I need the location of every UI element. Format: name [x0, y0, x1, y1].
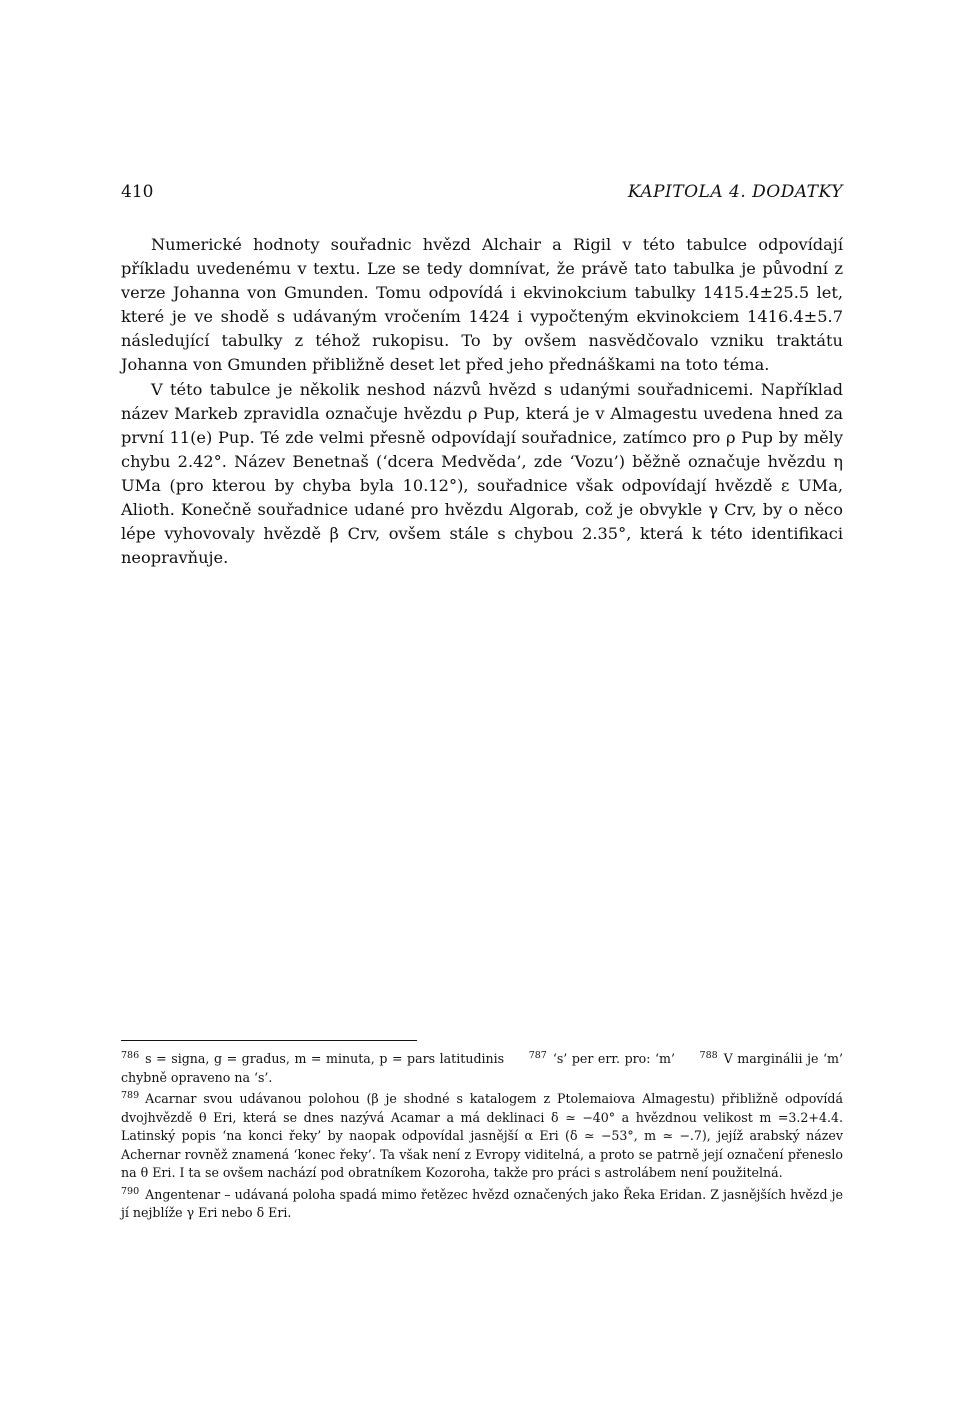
- footnote-number: 786: [121, 1050, 140, 1061]
- paragraph-2: V této tabulce je několik neshod názvů hvězd s udanými souřadnicemi. Například název Markeb zpravidla označuje hvězdu ρ Pup, která je v Almagestu uvedena hned za první 11(e) Pup. Té zde velmi přesně odpovídají souřadnice, zatímco pro ρ Pup by měly chybu 2.42°. Název Benetnaš (‘dcera Medvěda’, zde ‘Vozu’) běžně označuje hvězdu η UMa (pro kterou by chyba byla 10.12°), souřadnice však odpovídají hvězdě ε UMa, Alioth. Konečně souřadnice udané pro hvězdu Algorab, což je obvykle γ Crv, by o něco lépe vyhovovaly hvězdě β Crv, ovšem stále s chybou 2.35°, která k této identifikaci neopravňuje.: [121, 379, 843, 568]
- footnote-number: 788: [699, 1050, 718, 1061]
- paragraph-1: Numerické hodnoty souřadnic hvězd Alchair a Rigil v této tabulce odpovídají příkladu uvedenému v textu. Lze se tedy domnívat, že právě tato tabulka je původní z verze Johanna von Gmunden. Tomu odpovídá i ekvinokcium tabulky 1415.4±25.5 let, které je ve shodě s udávaným vročením 1424 i vypočteným ekvinokciem 1416.4±5.7 následující tabulky z téhož rukopisu. To by ovšem nasvědčovalo vzniku traktátu Johanna von Gmunden přibližně deset let před jeho přednáškami na toto téma.: [121, 235, 843, 375]
- footnote-789: [121, 1087, 843, 1183]
- chapter-title: KAPITOLA 4. DODATKY: [627, 182, 843, 202]
- running-header: [121, 180, 843, 204]
- footnote-number: 787: [528, 1050, 547, 1061]
- main-text: [121, 233, 843, 570]
- footnote-number: 790: [121, 1185, 140, 1197]
- footnote-text: s = signa, g = gradus, m = minuta, p = pars latitudinis: [145, 1051, 505, 1066]
- footnotes: [121, 1047, 843, 1223]
- footnote-text: Angentenar – udávaná poloha spadá mimo řetězec hvězd označených jako Řeka Eridan. Z jasnějších hvězd je jí nejblíže γ Eri nebo δ Eri.: [121, 1186, 843, 1220]
- footnote-separator: [121, 1040, 417, 1041]
- footnote-786-788: [121, 1047, 843, 1087]
- footnote-text: Acarnar svou udávanou polohou (β je shodné s katalogem z Ptolemaiova Almagestu) přibližně odpovídá dvojhvězdě θ Eri, která se dnes nazývá Acamar a má deklinaci δ ≃ −40° a hvězdnou velikost m =3.2+4.4. Latinský popis ‘na konci řeky’ by naopak odpovídal jasnější α Eri (δ ≃ −53°, m ≃ −.7), jejíž arabský název Achernar rovněž znamená ‘konec řeky’. Ta však není z Evropy viditelná, a proto se patrně její označení přeneslo na θ Eri. I ta se ovšem nachází pod obratníkem Kozoroha, takže pro práci s astrolábem není použitelná.: [121, 1091, 843, 1180]
- page-number: 410: [121, 182, 154, 202]
- footnote-text: V marginálii je ‘m’ chybně opraveno na ‘s’.: [121, 1051, 843, 1085]
- footnote-number: 789: [121, 1090, 140, 1101]
- footnote-text: ‘s’ per err. pro: ‘m’: [552, 1051, 675, 1066]
- footnote-790: [121, 1183, 843, 1223]
